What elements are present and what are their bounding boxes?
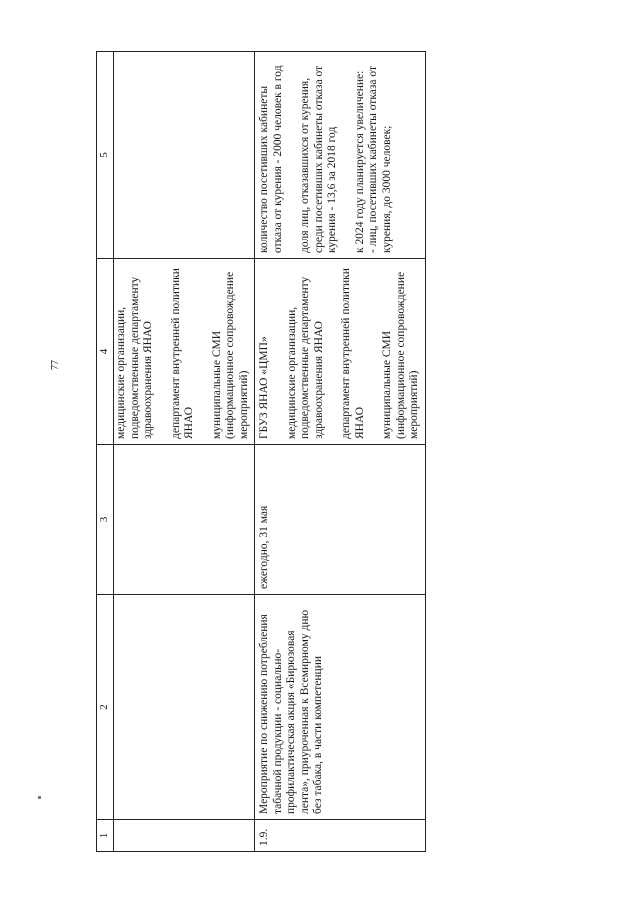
result-1: количество посетивших кабинеты отказа от курения - 2000 человек в год [258, 65, 284, 253]
rotated-table-container [96, 52, 626, 852]
table-row-1-9 [255, 52, 426, 852]
continued-col-4 [114, 259, 255, 445]
result-3: к 2024 году планируется увеличение: [353, 70, 366, 253]
header-col-1: 1 [97, 820, 114, 852]
row-number: 1.9. [255, 820, 426, 852]
executor-4: муниципальные СМИ (информационное сопровождение мероприятий) [381, 271, 420, 439]
header-col-4: 4 [97, 259, 114, 445]
header-row [97, 52, 114, 852]
executor-3: департамент внутренней политики ЯНАО [340, 268, 366, 439]
executor-1: ГБУЗ ЯНАО «ЦМП» [258, 336, 270, 439]
continued-col-1 [114, 820, 255, 852]
continued-executor-1: медицинские организации, подведомственные департаменту здравоохранения ЯНАО [115, 276, 154, 439]
result-4: - лиц, посетивших кабинеты отказа от курения, до 3000 человек; [367, 66, 393, 253]
measure-term: ежегодно, 31 мая [255, 445, 426, 595]
result-2: доля лиц, отказавшихся от курения, среди посетивших кабинеты отказа от курения - 13,6 за 2018 год [299, 65, 338, 253]
continued-row [114, 52, 255, 852]
executor-2: медицинские организации, подведомственные департаменту здравоохранения ЯНАО [285, 276, 325, 439]
measure-results [255, 52, 426, 259]
continued-col-2 [114, 595, 255, 820]
measure-executors [255, 259, 426, 445]
page-number: 77 [50, 360, 61, 370]
continued-col-5 [114, 52, 255, 259]
continued-executor-2: департамент внутренней политики ЯНАО [169, 268, 195, 439]
header-col-2: 2 [97, 595, 114, 820]
measure-name: Мероприятие по снижению потребления табачной продукции - социально-профилактическая акция «Бирюзовая лента», приуроченная к Всемирному дню без табака, в части компетенции [255, 595, 426, 820]
scan-mark [38, 796, 41, 799]
header-col-5: 5 [97, 52, 114, 259]
header-col-3: 3 [97, 445, 114, 595]
continued-col-3 [114, 445, 255, 595]
measures-table [96, 51, 426, 852]
continued-executor-3: муниципальные СМИ (информационное сопровождение мероприятий) [210, 271, 250, 439]
